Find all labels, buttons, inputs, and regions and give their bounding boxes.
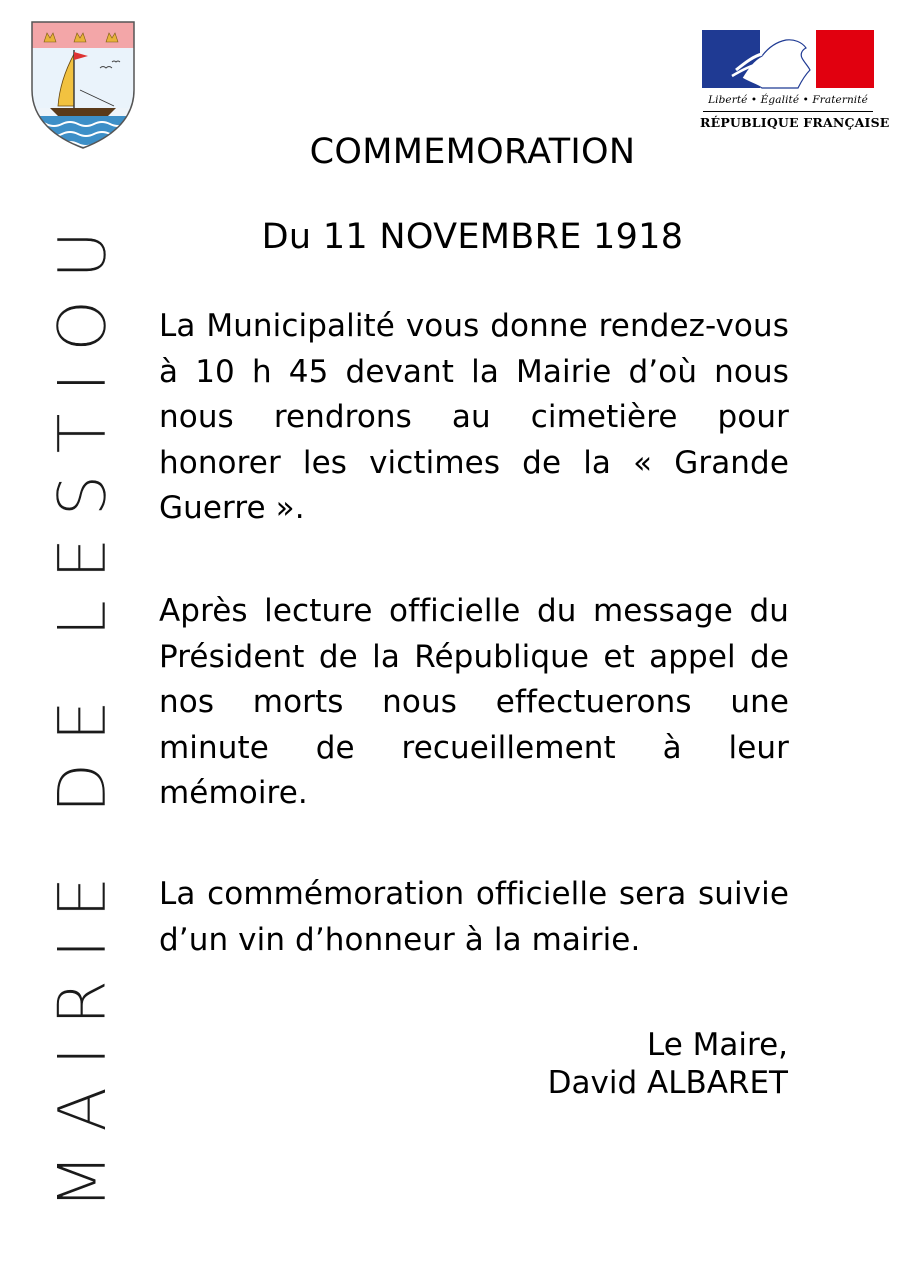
paragraph-reception: La commémoration officielle sera suivie d’un vin d’honneur à la mairie. — [159, 876, 789, 958]
paragraph-ceremony: Après lecture officielle du message du Président de la République et appel de nos morts nous effectuerons une minute de recueillement à leur mémoire. — [159, 593, 789, 811]
paragraph-rendezvous: La Municipalité vous donne rendez-vous à 10 h 45 devant la Mairie d’où nous nous rendrons au cimetière pour honorer les victimes de la « Grande Guerre ». — [159, 308, 789, 526]
republic-name: RÉPUBLIQUE FRANÇAISE — [700, 115, 890, 130]
mairie-vertical-title: MAIRIE DE LESTIOU — [44, 209, 121, 1210]
shield-icon — [30, 20, 136, 150]
logo-divider — [703, 111, 873, 112]
signature-role: Le Maire, — [647, 1027, 788, 1063]
republic-motto: Liberté • Égalité • Fraternité — [708, 94, 868, 106]
notice-title: COMMEMORATION — [309, 132, 636, 172]
notice-subtitle: Du 11 NOVEMBRE 1918 — [261, 217, 684, 257]
coat-of-arms-logo — [30, 20, 136, 150]
marianne-flag-icon — [702, 30, 878, 90]
signature-name: David ALBARET — [547, 1065, 788, 1101]
signature-block — [450, 1026, 788, 1102]
marianne-logo — [700, 30, 890, 134]
